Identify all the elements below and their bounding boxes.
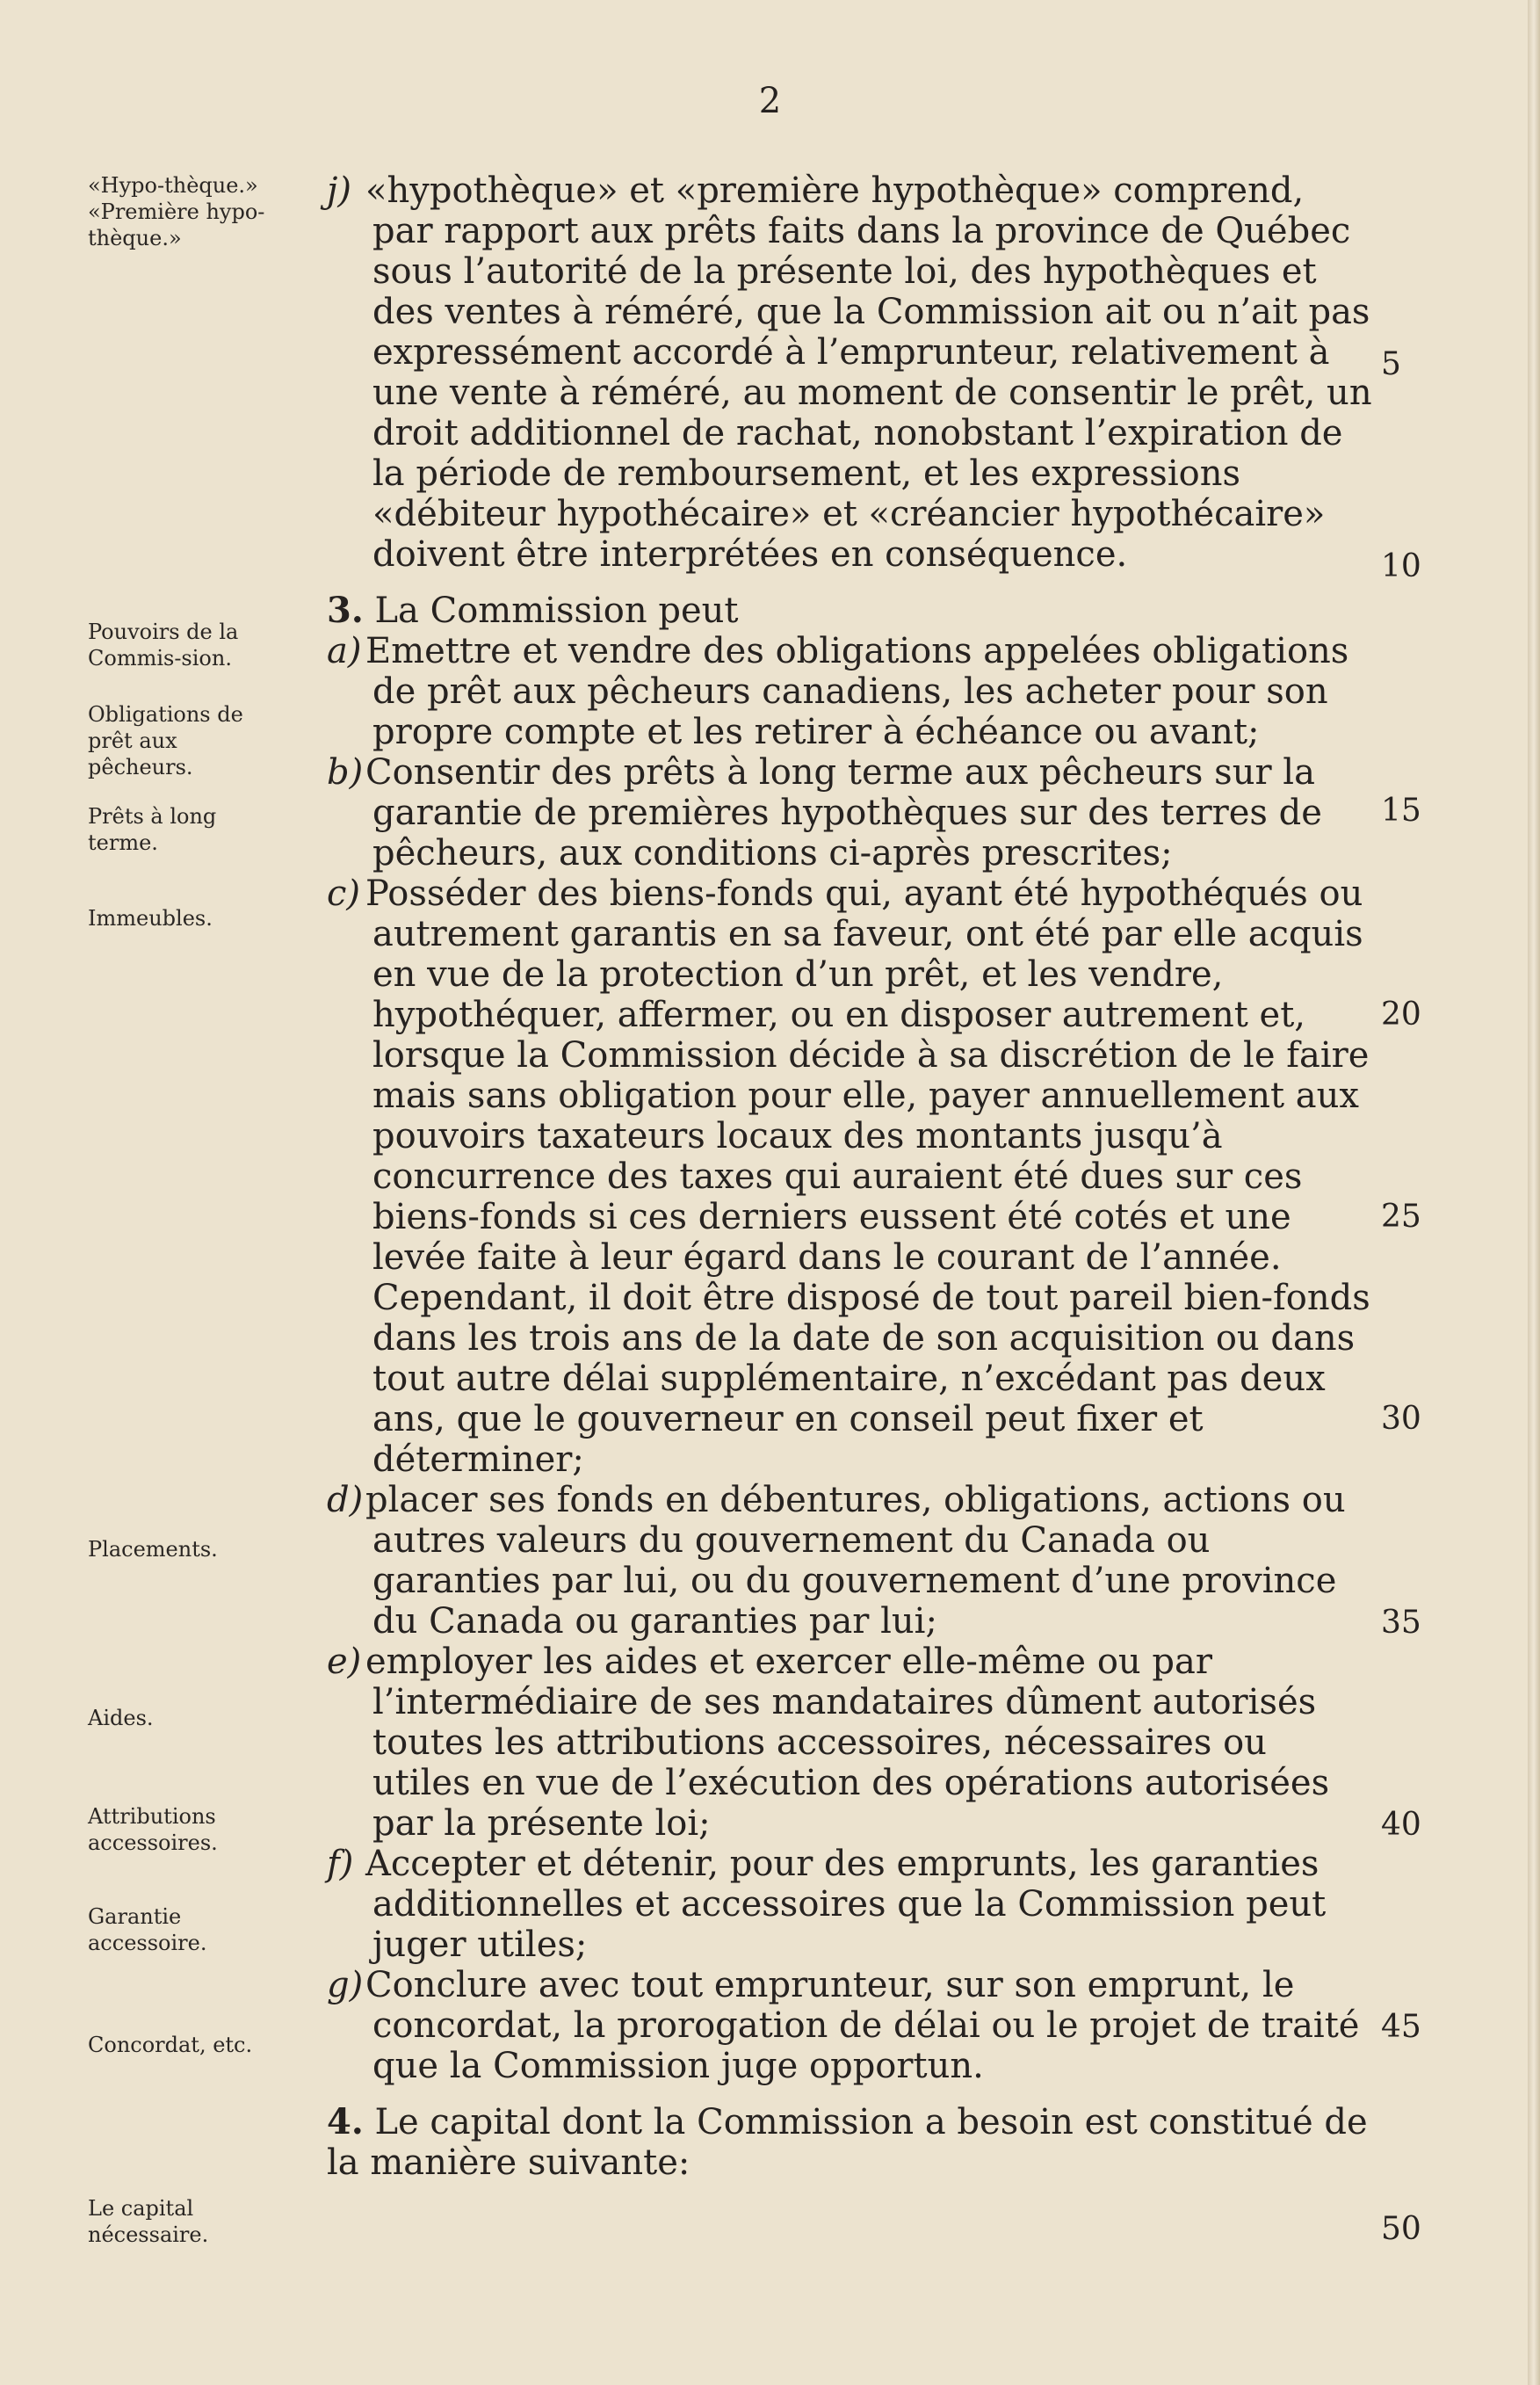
label-e: e) [327, 1642, 362, 1682]
text-c: Posséder des biens-fonds qui, ayant été hypothéqués ou autrement garantis en sa faveur, ont été par elle acquis en vue de la protection d’un prêt, et les vendre, hypothéquer, affermer, ou en disposer autrement et, lorsque la Commission décide à sa discrétion de le faire mais sans obligation pour elle, payer annuellement aux pouvoirs taxateurs locaux des montants jusqu’à concurrence des taxes qui auraient été dues sur ces biens-fonds si ces derniers eussent été cotés et une levée faite à leur égard dans le courant de l’année. Cependant, il doit être disposé de tout pareil bien-fonds dans les trois ans de la date de son acquisition ou dans tout autre délai supplémentaire, n’excédant pas deux ans, que le gouverneur en conseil peut fixer et déterminer; [365, 874, 1370, 1480]
line-number-10: 10 [1381, 548, 1421, 584]
label-g: g) [327, 1965, 364, 2005]
margin-note-aides: Aides. [88, 1706, 154, 1730]
label-d: d) [327, 1480, 364, 1520]
page-edge [1528, 0, 1540, 2385]
text-e: employer les aides et exercer elle-même ou par l’intermédiaire de ses mandataires dûment autorisés toutes les attributions accessoires, nécessaires ou utiles en vue de l’exécution des opérations autorisées par la présente loi; [365, 1642, 1330, 1844]
section-3-intro [327, 591, 1374, 631]
page-number: 2 [758, 81, 782, 121]
text-g: Conclure avec tout emprunteur, sur son emprunt, le concordat, la prorogation de délai ou le projet de traité que la Commission juge opportun. [365, 1965, 1360, 2086]
margin-note-capital: Le capital nécessaire. [88, 2196, 209, 2247]
text-d: placer ses fonds en débentures, obligations, actions ou autres valeurs du gouvernement du Canada ou garanties par lui, ou du gouvernement d’une province du Canada ou garanties par lui; [365, 1480, 1346, 1642]
label-b: b) [327, 752, 364, 793]
margin-note-hypotheque: «Hypo-thèque.» «Première hypo-thèque.» [88, 173, 265, 250]
section-4 [327, 2102, 1374, 2183]
line-number-30: 30 [1381, 1401, 1421, 1437]
section-3-text: La Commission peut [374, 591, 739, 631]
section-4-text: Le capital dont la Commission a besoin est constitué de la manière suivante: [327, 2102, 1368, 2183]
paragraph-j [327, 170, 1374, 575]
paragraph-g [327, 1965, 1374, 2086]
text-a: Emettre et vendre des obligations appelées obligations de prêt aux pêcheurs canadiens, les acheter pour son propre compte et les retirer à échéance ou avant; [365, 631, 1349, 752]
label-a: a) [327, 631, 362, 671]
line-number-35: 35 [1381, 1605, 1421, 1641]
line-number-5: 5 [1381, 346, 1401, 382]
margin-note-concordat: Concordat, etc. [88, 2033, 253, 2057]
text-b: Consentir des prêts à long terme aux pêcheurs sur la garantie de premières hypothèques sur des terres de pêcheurs, aux conditions ci-après prescrites; [365, 752, 1322, 874]
line-number-50: 50 [1381, 2211, 1421, 2247]
line-number-45: 45 [1381, 2009, 1421, 2045]
margin-note-prets: Prêts à long terme. [88, 804, 217, 855]
section-4-number: 4. [327, 2101, 364, 2142]
body-text [327, 170, 1374, 2183]
line-number-15: 15 [1381, 793, 1421, 829]
label-c: c) [327, 874, 361, 914]
label-f: f) [327, 1844, 354, 1884]
paragraph-d [327, 1480, 1374, 1642]
margin-note-pouvoirs: Pouvoirs de la Commis-sion. [88, 620, 239, 671]
text-f: Accepter et détenir, pour des emprunts, les garanties additionnelles et accessoires que la Commission peut juger utiles; [365, 1844, 1327, 1965]
paragraph-b [327, 752, 1374, 874]
label-j: j) [327, 170, 352, 211]
paragraph-f [327, 1844, 1374, 1965]
paragraph-a [327, 631, 1374, 752]
line-number-40: 40 [1381, 1807, 1421, 1843]
line-number-25: 25 [1381, 1199, 1421, 1235]
margin-note-placements: Placements. [88, 1537, 218, 1562]
paragraph-c [327, 874, 1374, 1480]
margin-note-immeubles: Immeubles. [88, 906, 213, 931]
margin-note-attributions: Attributions accessoires. [88, 1804, 218, 1855]
section-3-number: 3. [327, 590, 364, 631]
margin-note-obligations: Obligations de prêt aux pêcheurs. [88, 702, 243, 779]
margin-note-garantie: Garantie accessoire. [88, 1904, 207, 1955]
text-j: «hypothèque» et «première hypothèque» comprend, par rapport aux prêts faits dans la province de Québec sous l’autorité de la présente loi, des hypothèques et des ventes à réméré, que la Commission ait ou n’ait pas expressément accordé à l’emprunteur, relativement à une vente à réméré, au moment de consentir le prêt, un droit additionnel de rachat, nonobstant l’expiration de la période de remboursement, et les expressions «débiteur hypothécaire» et «créancier hypothécaire» doivent être interprétées en conséquence. [365, 170, 1372, 575]
line-number-20: 20 [1381, 997, 1421, 1033]
paragraph-e [327, 1642, 1374, 1844]
